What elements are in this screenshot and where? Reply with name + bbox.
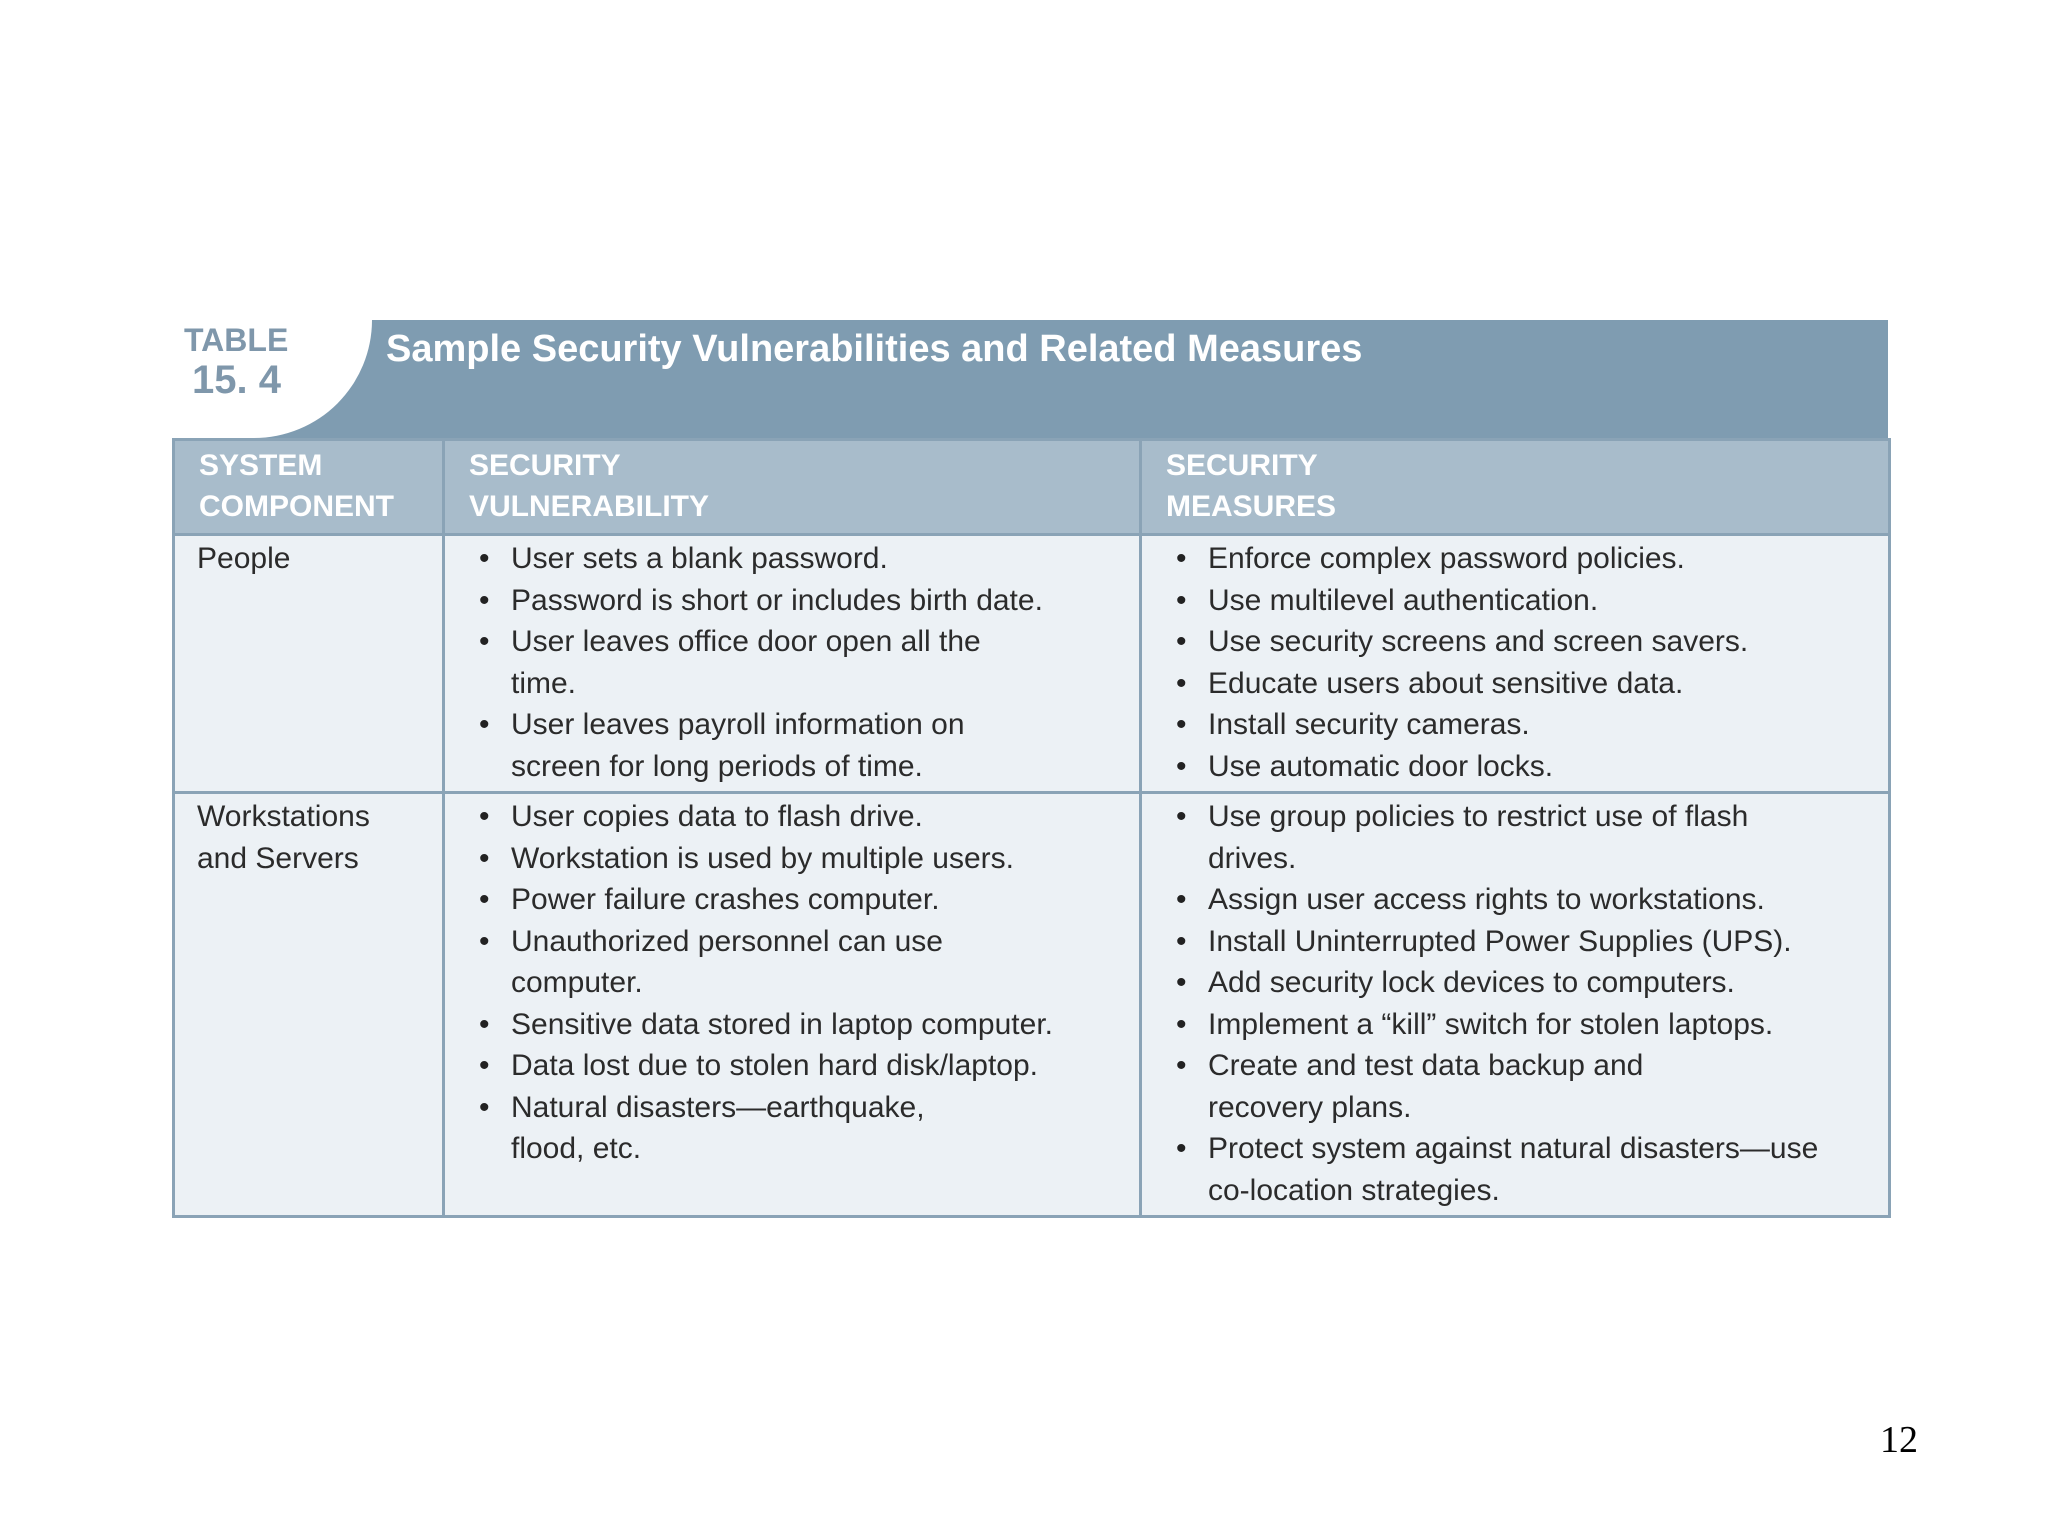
- list-item: • User leaves payroll information on screen for long periods of time.: [511, 704, 1041, 787]
- list-item: • Use automatic door locks.: [1208, 746, 1866, 788]
- measures-list: [1164, 796, 1866, 1211]
- slide-background: [0, 0, 165, 1536]
- list-item: • Create and test data backup and recovery plans.: [1208, 1045, 1728, 1128]
- vulnerability-list: [467, 796, 1117, 1170]
- list-item: • Password is short or includes birth date.: [511, 580, 1117, 622]
- list-item: • Sensitive data stored in laptop computer.: [511, 1004, 1117, 1046]
- list-item: • User leaves office door open all the time.: [511, 621, 1001, 704]
- header-line: SECURITY: [1166, 449, 1318, 482]
- list-item: • Educate users about sensitive data.: [1208, 663, 1866, 705]
- table-number: 15. 4: [192, 358, 281, 402]
- table-label: TABLE: [184, 322, 289, 358]
- list-item: • Protect system against natural disasters—use co-location strategies.: [1208, 1128, 1828, 1211]
- list-item: • Enforce complex password policies.: [1208, 538, 1866, 580]
- list-item: • Use multilevel authentication.: [1208, 580, 1866, 622]
- list-item: • User sets a blank password.: [511, 538, 1071, 580]
- vulnerability-cell: [444, 793, 1141, 1217]
- list-item: • Add security lock devices to computers.: [1208, 962, 1866, 1004]
- table-title-band: [172, 320, 1888, 438]
- header-line: SYSTEM: [199, 449, 323, 482]
- list-item: • Implement a “kill” switch for stolen laptops.: [1208, 1004, 1866, 1046]
- table-tab: [172, 320, 372, 438]
- header-system-component: [174, 440, 444, 535]
- security-table-figure: [172, 320, 1888, 1218]
- vulnerability-list: [467, 538, 1117, 787]
- list-item: • Power failure crashes computer.: [511, 879, 1117, 921]
- table-header-row: [174, 440, 1890, 535]
- list-item: • Use group policies to restrict use of flash drives.: [1208, 796, 1808, 879]
- security-table: [172, 438, 1891, 1218]
- list-item: • Install security cameras.: [1208, 704, 1866, 746]
- list-item: • Natural disasters—earthquake, flood, etc.: [511, 1087, 981, 1170]
- list-item: • User copies data to flash drive.: [511, 796, 1117, 838]
- table-row-people: [174, 535, 1890, 793]
- page-number: 12: [1880, 1419, 1918, 1461]
- list-item: • Data lost due to stolen hard disk/laptop.: [511, 1045, 1117, 1087]
- table-title: Sample Security Vulnerabilities and Related Measures: [386, 328, 1363, 370]
- header-line: COMPONENT: [199, 490, 394, 523]
- header-line: VULNERABILITY: [469, 490, 709, 523]
- list-item: • Workstation is used by multiple users.: [511, 838, 1117, 880]
- list-item: • Unauthorized personnel can use computer.: [511, 921, 981, 1004]
- measures-cell: [1141, 793, 1890, 1217]
- component-cell: [174, 535, 444, 793]
- header-line: MEASURES: [1166, 490, 1337, 523]
- header-line: SECURITY: [469, 449, 621, 482]
- component-cell: [174, 793, 444, 1217]
- component-line: People: [197, 542, 291, 575]
- header-security-measures: [1141, 440, 1890, 535]
- component-line: Workstations: [197, 800, 370, 833]
- list-item: • Assign user access rights to workstations.: [1208, 879, 1866, 921]
- list-item: • Use security screens and screen savers.: [1208, 621, 1866, 663]
- component-line: and Servers: [197, 841, 359, 875]
- header-security-vulnerability: [444, 440, 1141, 535]
- vulnerability-cell: [444, 535, 1141, 793]
- measures-cell: [1141, 535, 1890, 793]
- table-row-workstations-and-servers: [174, 793, 1890, 1217]
- list-item: • Install Uninterrupted Power Supplies (UPS).: [1208, 921, 1866, 963]
- measures-list: [1164, 538, 1866, 787]
